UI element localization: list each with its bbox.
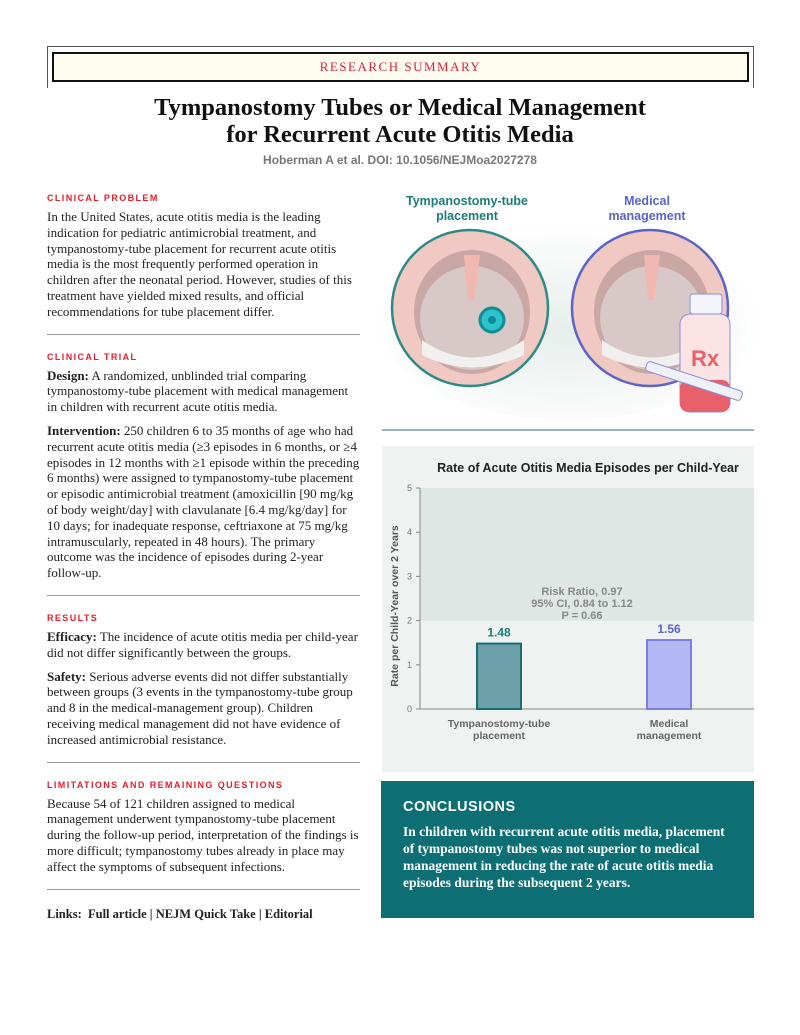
label-line: placement [436, 209, 498, 223]
y-tick-label: 0 [406, 704, 412, 714]
conclusions-text: In children with recurrent acute otitis media, placement of tympanostomy tubes was not superior to medical management in reducing the rate of acute otitis media episodes during the subsequent 2 years. [403, 824, 725, 890]
conclusions-heading: CONCLUSIONS [403, 799, 516, 815]
label: Efficacy: [47, 628, 97, 644]
chart [382, 446, 754, 772]
ear-drawings [382, 190, 754, 426]
title-line: Tympanostomy Tubes or Medical Management [154, 94, 646, 121]
section-heading: RESULTS [47, 612, 99, 623]
separator: | [149, 906, 153, 921]
text: A randomized, unblinded trial comparing tympanostomy-tube placement with medical management in children with recurrent acute otitis media. [47, 367, 349, 415]
text: 250 children 6 to 35 months of age who had recurrent acute otitis media (≥3 episodes in 6 months, or ≥4 episodes in 12 months with ≥1 episode within the preceding 6 months) were assigned to tympanostomy-tube placement or episodic antimicrobial treatment (amoxicillin [90 mg/kg of body weight/day] with clavulanate [6.4 mg/kg/day] for 10 days; for inadequate response, ceftriaxone at 75 mg/kg intramuscularly, repeated in 48 hours). The primary outcome was the incidence of episodes during 2-year follow-up. [47, 422, 360, 581]
link-full-article[interactable]: Full article [88, 906, 147, 921]
page-title [0, 94, 800, 148]
section-heading: LIMITATIONS AND REMAINING QUESTIONS [47, 779, 284, 790]
separator: | [258, 906, 262, 921]
label-line: Medical [624, 194, 670, 208]
divider [47, 889, 360, 890]
eardrum-tube-icon [392, 230, 548, 386]
label-line: Tympanostomy-tube [406, 194, 528, 208]
chart-title: Rate of Acute Otitis Media Episodes per Child-Year [437, 461, 739, 475]
design-text [47, 368, 360, 415]
illustration [382, 190, 754, 426]
annotation: P = 0.66 [561, 610, 603, 622]
byline: Hoberman A et al. DOI: 10.1056/NEJMoa2027278 [263, 153, 537, 167]
y-axis-label: Rate per Child-Year over 2 Years [389, 525, 401, 687]
links-label: Links: [47, 906, 82, 921]
clinical-problem-text: In the United States, acute otitis media is the leading indication for pediatric antimicrobial treatment, and tympanostomy-tube placement for recurrent acute otitis media is the most frequently performed operation in children after the neonatal period. However, studies of this treatment have yielded mixed results, and official recommendations for tube placement differ. [47, 209, 352, 319]
link-quick-take[interactable]: NEJM Quick Take [155, 906, 256, 921]
safety-text [47, 669, 360, 748]
y-tick-label: 3 [406, 571, 412, 582]
rx-text: Rx [690, 346, 720, 371]
bar [647, 640, 691, 709]
conclusions-box [381, 781, 754, 918]
label: Design: [47, 367, 89, 383]
divider [47, 334, 360, 335]
y-tick-label: 5 [406, 483, 412, 493]
divider [47, 595, 360, 596]
section-heading: CLINICAL PROBLEM [47, 193, 159, 203]
annotation: 95% CI, 0.84 to 1.12 [531, 598, 633, 610]
bar-chart [382, 446, 754, 772]
text: Serious adverse events did not differ substantially between groups (3 events in the tympanostomy-tube group and 8 in the medical-management group). Children receiving medical management did not have evidence of increased antimicrobial resistance. [47, 668, 353, 747]
text: The incidence of acute otitis media per child-year did not differ significantly between the groups. [47, 628, 358, 660]
banner: RESEARCH SUMMARY [52, 52, 749, 82]
y-tick-label: 2 [406, 615, 412, 626]
y-tick-label: 1 [406, 659, 412, 670]
efficacy-text [47, 629, 360, 661]
data-label: 1.48 [487, 625, 511, 640]
annotation: Risk Ratio, 0.97 [541, 586, 623, 598]
label: Intervention: [47, 422, 121, 438]
divider [47, 762, 360, 763]
category-label: placement [473, 730, 525, 742]
y-tick-label: 4 [406, 527, 412, 538]
intervention-text [47, 423, 360, 581]
bar [477, 644, 521, 709]
label: Safety: [47, 668, 86, 684]
category-label: Tympanostomy-tube [447, 718, 551, 730]
category-label: management [636, 730, 702, 742]
limitations-text: Because 54 of 121 children assigned to medical management underwent tympanostomy-tube placement during the follow-up period, interpretation of the findings is more difficult; tympanostomy tubes already in place may affect the symptoms of subsequent infections. [47, 795, 359, 874]
title-line: for Recurrent Acute Otitis Media [226, 121, 574, 148]
section-heading: CLINICAL TRIAL [47, 351, 138, 362]
divider [382, 429, 754, 431]
category-label: Medical [649, 718, 689, 730]
links [47, 907, 360, 922]
data-label: 1.56 [657, 622, 681, 637]
link-editorial[interactable]: Editorial [264, 906, 313, 921]
label-line: management [608, 209, 686, 223]
left-column [47, 193, 360, 922]
